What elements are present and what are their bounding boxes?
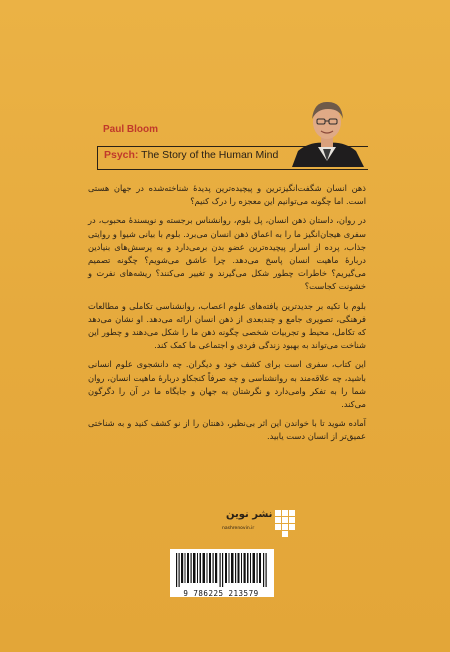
paragraph-3: بلوم با تکیه بر جدیدترین یافته‌های علوم اعصاب، روانشناسی تکاملی و مطالعات فرهنگی، تصویری جامع و چندبعدی از ذهن انسان ارائه می‌دهد. او نشان می‌دهد که تکامل، محیط و تجربیات شخصی چگونه ذهن ما را شکل می‌دهند و چطور این شناخت می‌تواند به بهبود زندگی فردی و اجتماعی ما کمک کند. — [88, 300, 366, 351]
author-name: Paul Bloom — [103, 124, 159, 135]
book-title — [104, 149, 278, 161]
paragraph-1: ذهن انسان شگفت‌انگیزترین و پیچیده‌ترین پدیدهٔ شناخته‌شده در جهان هستی است. اما چگونه می‌توانیم این معجزه را درک کنیم؟ — [88, 183, 366, 207]
publisher-url: nashrenovin.ir — [222, 526, 255, 531]
isbn-number: 9 786225 213579 — [183, 589, 259, 598]
description-text — [88, 182, 366, 450]
paragraph-5: آماده شوید تا با خواندن این اثر بی‌نظیر، ذهنتان را از نو کشف کنید و به شناختی عمیق‌تر از انسان دست یابید. — [88, 418, 366, 442]
title-sub: The Story of the Human Mind — [138, 149, 279, 161]
paragraph-2: در روان، داستان ذهن انسان، پل بلوم، روانشناس برجسته و نویسندهٔ محبوب، در سفری هیجان‌انگیز ما را به اعماق ذهن انسان می‌برد. بلوم با بیانی شیوا و روایتی جذاب، پرده از اسرار پیچیده‌ترین عضو بدن برمی‌دارد و به پرسش‌های بنیادین دربارهٔ ماهیت انسان پاسخ می‌دهد. چرا عاشق می‌شویم؟ چگونه تصمیم می‌گیریم؟ خاطرات چطور شکل می‌گیرند و تغییر می‌کنند؟ ریشه‌های نفرت و خشونت کجاست؟ — [88, 215, 366, 292]
author-portrait — [288, 95, 366, 167]
paragraph-4: این کتاب، سفری است برای کشف خود و دیگران. چه دانشجوی علوم انسانی باشید، چه علاقه‌مند به روانشناسی و چه صرفاً کنجکاو دربارهٔ ماهیت انسان، روان شما را به تفکر وامی‌دارد و نگرشتان به جهان و جایگاه ما در آن را دگرگون می‌کند. — [88, 359, 366, 410]
publisher-name: نشر نوین — [226, 509, 273, 520]
title-main: Psych: — [104, 149, 139, 161]
